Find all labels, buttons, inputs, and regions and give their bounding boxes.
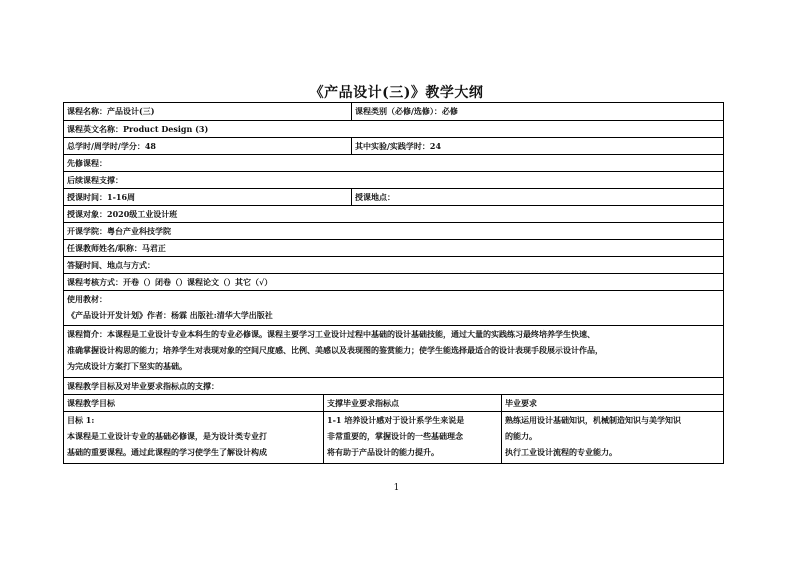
audience-cell: 授课对象：2020级工业设计班 — [67, 209, 178, 219]
row-objective-1 — [64, 411, 723, 463]
place-cell: 授课地点： — [351, 189, 723, 205]
textbook-cell — [64, 291, 723, 325]
row-textbook — [64, 290, 723, 325]
objective-line: 本课程是工业设计专业的基础必修课，是为设计类专业打 — [67, 431, 267, 441]
row-audience — [64, 205, 723, 222]
requirement-cell — [501, 412, 723, 463]
intro-line: 课程简介：本课程是工业设计专业本科生的专业必修课。课程主要学习工业设计过程中基础的设计基础技能，通过大量的实践练习最终培养学生快速、 — [67, 329, 595, 339]
row-objectives-label — [64, 377, 723, 394]
objective-line: 基础的重要课程。通过此课程的学习使学生了解设计构成 — [67, 447, 267, 457]
row-objectives-header — [64, 394, 723, 411]
row-followup — [64, 171, 723, 188]
row-intro — [64, 325, 723, 377]
textbook-title: 《产品设计开发计划》作者：杨霖 出版社:清华大学出版社 — [67, 310, 273, 320]
course-type-cell: 课程类别（必修/选修）：必修 — [351, 103, 723, 120]
objective-line: 目标 1: — [67, 415, 95, 425]
requirement-line: 熟练运用设计基础知识，机械制造知识与美学知识 — [505, 415, 681, 425]
row-qa — [64, 256, 723, 273]
time-cell: 授课时间：1-16周 — [67, 192, 136, 202]
intro-line: 为完成设计方案打下坚实的基础。 — [67, 361, 187, 371]
teacher-cell: 任课教师姓名/职称：马君正 — [67, 243, 166, 253]
syllabus-table — [63, 102, 724, 464]
prerequisite-cell: 先修课程： — [67, 158, 107, 168]
header-indicator: 支撑毕业要求指标点 — [323, 395, 501, 411]
objective-cell — [64, 412, 323, 463]
row-hours — [64, 137, 723, 154]
hours-cell: 总学时/周学时/学分：48 — [67, 141, 156, 151]
row-time-place — [64, 188, 723, 205]
indicator-line: 1-1 培养设计感对于设计系学生来说是 — [327, 415, 465, 425]
header-requirement: 毕业要求 — [501, 395, 723, 411]
row-course-name — [64, 103, 723, 120]
indicator-line: 将有助于产品设计的能力提升。 — [327, 447, 439, 457]
header-objective: 课程教学目标 — [67, 398, 115, 408]
row-teacher — [64, 239, 723, 256]
row-prerequisite — [64, 154, 723, 171]
row-assessment — [64, 273, 723, 290]
requirement-line: 的能力。 — [505, 431, 537, 441]
page-title: 《产品设计(三)》教学大纲 — [309, 85, 484, 101]
assessment-cell: 课程考核方式：开卷（）闭卷（）课程论文（）其它（√） — [67, 277, 273, 287]
course-en-name-cell: 课程英文名称：Product Design (3) — [67, 124, 209, 134]
indicator-line: 非常重要的，掌握设计的一些基础理念 — [327, 431, 463, 441]
followup-cell: 后续课程支撑： — [67, 175, 123, 185]
practice-hours-cell: 其中实验/实践学时：24 — [351, 138, 723, 154]
page-number: 1 — [393, 483, 400, 493]
row-course-en-name — [64, 120, 723, 137]
textbook-label: 使用教材： — [67, 294, 107, 304]
intro-line: 准确掌握设计构思的能力；培养学生对表现对象的空间尺度感、比例、美感以及表现图的鉴赏能力；使学生能选择最适合的设计表现手段展示设计作品， — [67, 345, 603, 355]
school-cell: 开课学院：粤台产业科技学院 — [67, 226, 171, 236]
course-name-cell: 课程名称：产品设计(三) — [67, 106, 155, 116]
qa-cell: 答疑时间、地点与方式： — [67, 260, 155, 270]
intro-cell — [64, 326, 723, 377]
indicator-cell — [323, 412, 501, 463]
row-school — [64, 222, 723, 239]
objectives-label-cell: 课程教学目标及对毕业要求指标点的支撑： — [67, 381, 219, 391]
requirement-line: 执行工业设计流程的专业能力。 — [505, 447, 617, 457]
